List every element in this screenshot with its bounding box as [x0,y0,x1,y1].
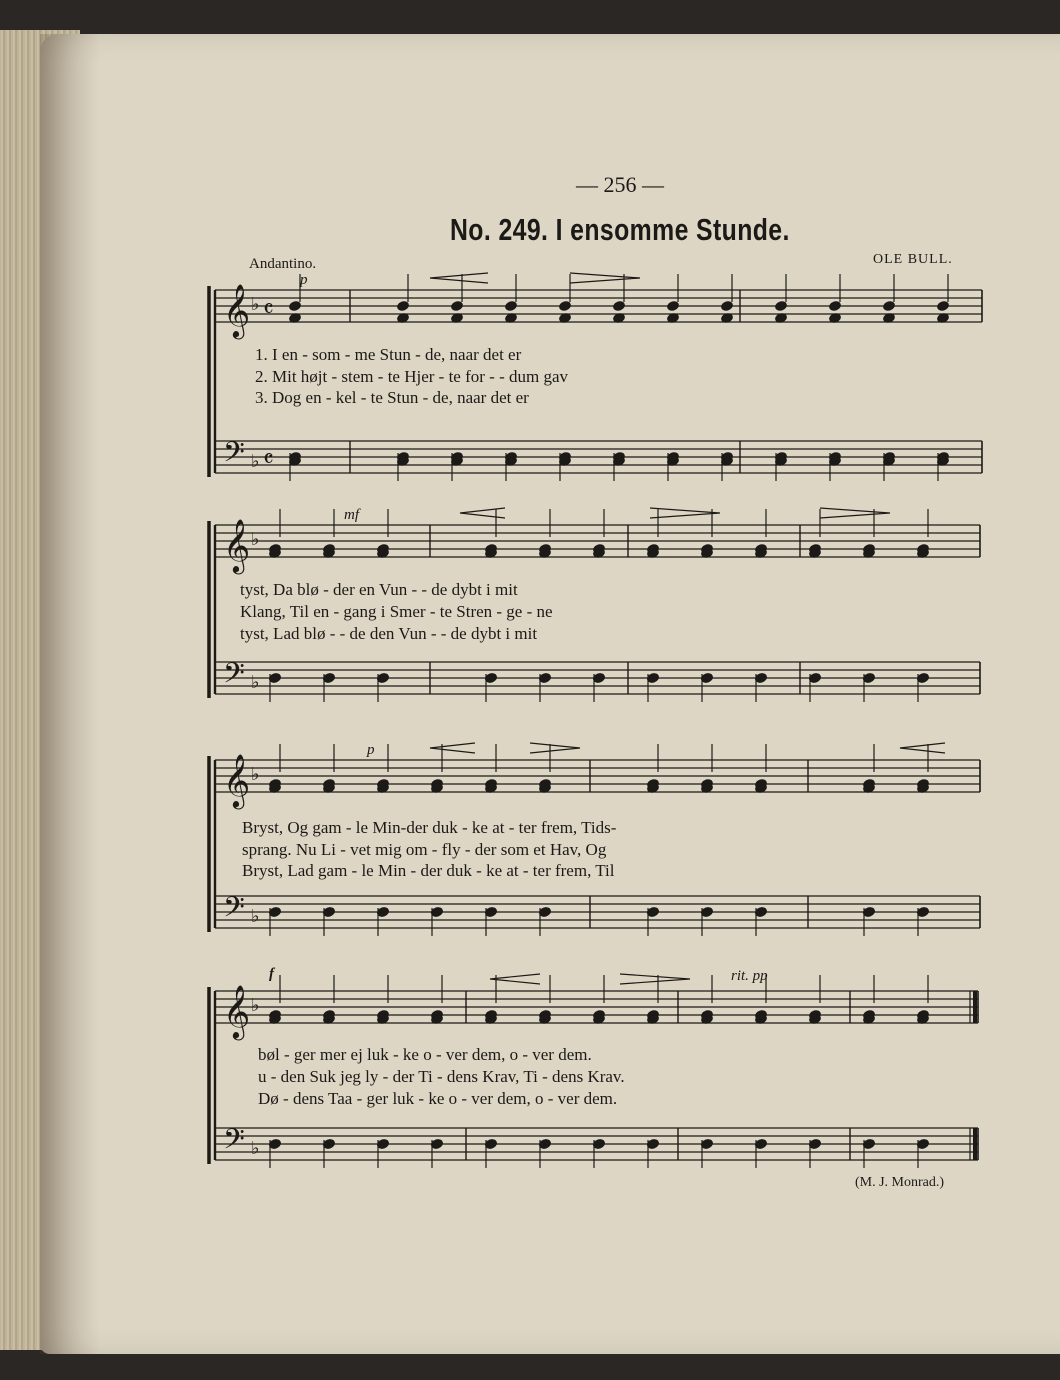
common-time-icon: 𝄴 [263,445,274,473]
hairpin [430,273,488,283]
note-head [720,300,733,311]
flat-icon: ♭ [251,764,260,785]
bass-clef-icon: 𝄢 [223,436,245,476]
hairpin [900,743,945,753]
bass-clef-icon: 𝄢 [223,657,245,697]
lyric-line: Bryst, Lad gam - le Min - der duk - ke at - ter frem, Til [242,861,615,880]
lyric-line: Bryst, Og gam - le Min-der duk - ke at - ter frem, Tids- [242,818,617,837]
lyric-line: Dø - dens Taa - ger luk - ke o - ver dem, o - ver dem. [258,1089,618,1108]
flat-icon: ♭ [251,906,260,927]
treble-clef-icon: 𝄞 [223,753,251,807]
flat-icon: ♭ [251,995,260,1016]
dynamic-rit-pp: rit. pp [731,968,768,984]
note-head [558,300,571,311]
flat-icon: ♭ [251,529,260,550]
note-head [774,300,787,311]
treble-clef-icon: 𝄞 [223,518,251,572]
song-title: No. 249. I ensomme Stunde. [450,212,790,247]
flat-icon: ♭ [251,672,260,693]
note-head [612,300,625,311]
treble-clef-icon: 𝄞 [223,984,251,1038]
dynamic-p: p [367,742,375,758]
lyric-line: 3. Dog en - kel - te Stun - de, naar det er [255,388,529,407]
tempo-marking: Andantino. [249,256,317,272]
note-head [450,300,463,311]
dynamic-mf: mf [344,507,359,523]
hairpin [650,508,720,518]
hairpin [460,508,505,518]
lyric-line: sprang. Nu Li - vet mig om - fly - der som et Hav, Og [242,840,607,859]
note-head [504,300,517,311]
note-head [882,300,895,311]
bass-clef-icon: 𝄢 [223,891,245,931]
bass-clef-icon: 𝄢 [223,1123,245,1163]
common-time-icon: 𝄴 [263,295,274,323]
hairpin [570,273,640,283]
lyric-line: 1. I en - som - me Stun - de, naar det er [255,345,522,364]
dynamic-p: p [300,272,308,288]
note-head [828,300,841,311]
note-head [396,300,409,311]
lyric-line: tyst, Da blø - der en Vun - - de dybt i mit [240,580,518,599]
note-head [288,300,301,311]
lyric-line: u - den Suk jeg ly - der Ti - dens Krav, Ti - dens Krav. [258,1067,625,1086]
page-number: — 256 — [576,172,664,197]
arranger-credit: (M. J. Monrad.) [855,1175,945,1190]
note-head [936,300,949,311]
lyric-line: 2. Mit højt - stem - te Hjer - te for - - dum gav [255,367,569,386]
note-head [666,300,679,311]
composer: OLE BULL. [873,252,953,267]
hairpin [820,508,890,518]
lyric-line: tyst, Lad blø - - de den Vun - - de dybt i mit [240,624,538,643]
hairpin [490,974,540,984]
flat-icon: ♭ [251,294,260,315]
treble-clef-icon: 𝄞 [223,283,251,337]
lyric-line: Klang, Til en - gang i Smer - te Stren - ge - ne [240,602,553,621]
hairpin [430,743,475,753]
dynamic-f: f [269,966,274,982]
lyric-line: bøl - ger mer ej luk - ke o - ver dem, o - ver dem. [258,1045,592,1064]
flat-icon: ♭ [251,451,260,472]
hairpin [620,974,690,984]
flat-icon: ♭ [251,1138,260,1159]
hairpin [530,743,580,753]
